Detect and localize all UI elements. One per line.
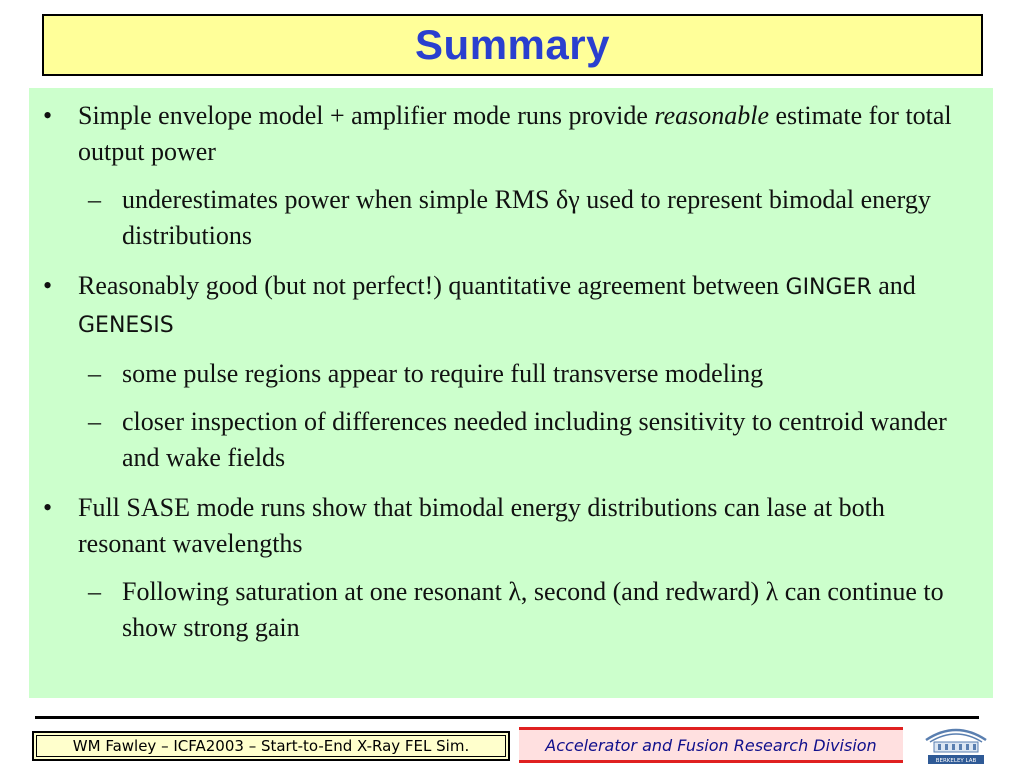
code-name-ginger: GINGER	[785, 275, 872, 300]
bullet-text: and	[871, 271, 916, 300]
sub-bullet-marker: –	[88, 359, 101, 388]
sub-bullet-list	[78, 356, 958, 476]
berkeley-lab-logo-icon	[920, 718, 992, 766]
sub-bullet-text: Following saturation at one resonant λ, second (and redward) λ can continue to show strong gain	[122, 577, 944, 642]
title-banner	[42, 14, 983, 76]
sub-bullet-item	[77, 404, 982, 476]
bullet-item	[29, 490, 958, 646]
sub-bullet-list	[78, 182, 958, 254]
bullet-item	[29, 268, 958, 476]
sub-bullet-item	[77, 574, 982, 646]
bullet-marker: •	[43, 101, 53, 130]
bullet-text: estimate for total output power	[78, 101, 952, 166]
sub-bullet-text: some pulse regions appear to require full transverse modeling	[122, 359, 764, 388]
sub-bullet-item	[77, 182, 982, 254]
footer-divider	[35, 716, 979, 719]
bullet-list	[29, 98, 993, 646]
bullet-text: Full SASE mode runs show that bimodal energy distributions can lase at both resonant wavelengths	[78, 493, 885, 558]
division-banner	[519, 727, 903, 763]
sub-bullet-text: closer inspection of differences needed including sensitivity to centroid wander and wake fields	[122, 407, 947, 472]
footer-author-text: WM Fawley – ICFA2003 – Start-to-End X-Ray FEL Sim.	[72, 737, 470, 755]
bullet-emphasis: reasonable	[654, 101, 769, 130]
bullet-text: Simple envelope model + amplifier mode runs provide	[78, 101, 655, 130]
bullet-marker: •	[43, 271, 53, 300]
bullet-text: Reasonably good (but not perfect!) quantitative agreement between	[78, 271, 786, 300]
content-panel	[29, 88, 993, 698]
bullet-marker: •	[43, 493, 53, 522]
logo-text: BERKELEY LAB	[935, 758, 977, 764]
code-name-genesis: GENESIS	[78, 313, 174, 338]
slide-title: Summary	[415, 21, 610, 68]
division-text: Accelerator and Fusion Research Division	[545, 735, 877, 755]
sub-bullet-marker: –	[88, 577, 101, 606]
bullet-item	[29, 98, 958, 254]
footer-author-box	[32, 731, 510, 761]
berkeley-lab-logo	[920, 718, 992, 766]
sub-bullet-list	[78, 574, 958, 646]
sub-bullet-item	[77, 356, 982, 392]
sub-bullet-text: underestimates power when simple RMS δγ used to represent bimodal energy distributions	[122, 185, 931, 250]
sub-bullet-marker: –	[88, 185, 101, 214]
sub-bullet-marker: –	[88, 407, 101, 436]
